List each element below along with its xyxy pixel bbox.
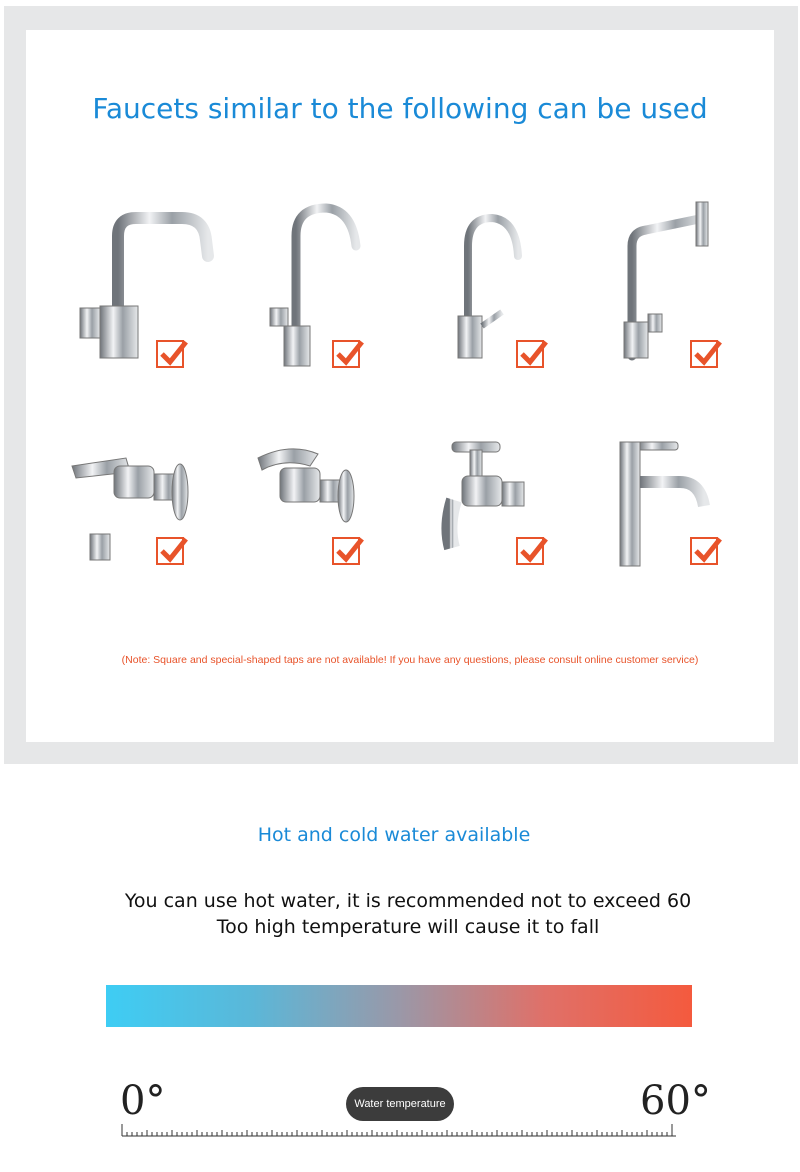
wall-tap-handle-icon bbox=[244, 440, 404, 580]
kitchen-faucet-icon bbox=[70, 196, 230, 376]
faucet-item-wall-tap-handle bbox=[244, 440, 404, 620]
note-text: (Note: Square and special-shaped taps are not available! If you have any questions, please consult online customer service) bbox=[121, 654, 699, 666]
check-box bbox=[156, 340, 184, 368]
min-temperature-label: 0° bbox=[120, 1078, 166, 1124]
swan-neck-faucet-icon bbox=[428, 206, 588, 386]
page-title: Faucets similar to the following can be used bbox=[92, 92, 708, 125]
recommendation-text: You can use hot water, it is recommended not to exceed 60 bbox=[124, 890, 692, 912]
water-temperature-pill: Water temperature bbox=[346, 1087, 454, 1121]
check-box bbox=[332, 537, 360, 565]
checkmark-icon bbox=[332, 533, 366, 567]
faucet-item-swan-neck bbox=[428, 206, 588, 386]
checkmark-icon bbox=[690, 336, 724, 370]
faucet-item-basin bbox=[610, 436, 770, 616]
checkmark-icon bbox=[516, 533, 550, 567]
check-box bbox=[690, 340, 718, 368]
check-box bbox=[516, 537, 544, 565]
check-box bbox=[516, 340, 544, 368]
temperature-ruler bbox=[120, 1122, 680, 1142]
wall-tap-lever-icon bbox=[66, 436, 226, 576]
faucet-item-t-handle-tap bbox=[436, 436, 596, 616]
section-heading: Hot and cold water available bbox=[257, 824, 531, 846]
check-box bbox=[690, 537, 718, 565]
checkmark-icon bbox=[156, 336, 190, 370]
faucet-item-kitchen bbox=[70, 196, 230, 376]
check-box bbox=[156, 537, 184, 565]
checkmark-icon bbox=[516, 336, 550, 370]
temperature-gradient-bar bbox=[106, 985, 692, 1027]
faucet-item-wall-tap-lever bbox=[66, 436, 226, 616]
check-box bbox=[332, 340, 360, 368]
faucet-panel bbox=[26, 30, 774, 742]
warning-text: Too high temperature will cause it to fall bbox=[216, 916, 600, 938]
checkmark-icon bbox=[332, 336, 366, 370]
checkmark-icon bbox=[156, 533, 190, 567]
checkmark-icon bbox=[690, 533, 724, 567]
max-temperature-label: 60° bbox=[640, 1078, 711, 1124]
